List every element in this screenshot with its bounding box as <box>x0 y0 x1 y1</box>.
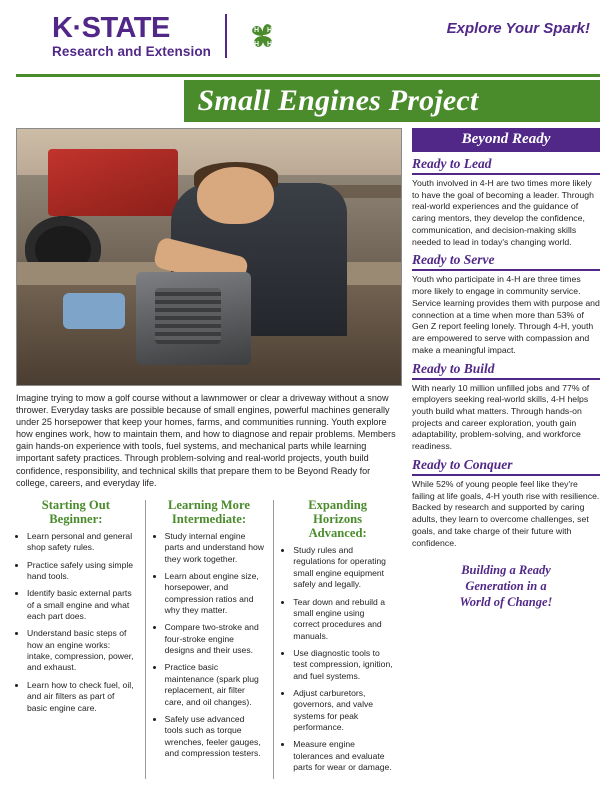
project-photo <box>16 128 402 386</box>
list-item: • Measure engine tolerances and evaluate parts for wear or damage. <box>293 739 393 773</box>
list-item: • Identify basic external parts of a small engine and what each part does. <box>27 588 136 622</box>
svg-text:H: H <box>254 41 260 49</box>
column-beginner-heading-line2: Beginner: <box>49 511 103 526</box>
sidebar-section-body: Youth who participate in 4-H are three times more likely to engage in community service. Service learning provides them with purpose and connection at a time when more than 53% of Gen Z report feeling lonely. Through 4-H, youth are empowered to serve with compassion and make a meaningful impact. <box>412 274 600 355</box>
sidebar <box>412 128 600 779</box>
sidebar-section-heading: Ready to Lead <box>412 156 600 175</box>
column-advanced-heading <box>282 498 393 540</box>
sidebar-section-body: While 52% of young people feel like they're failing at life goals, 4-H youth rise with resilience. Backed by research and supported by caring adults, they learn to overcome challenges, set goals, and take charge of their future with confidence. <box>412 478 600 548</box>
svg-text:H: H <box>254 27 260 35</box>
levels-columns <box>16 498 402 779</box>
closing-line-2: Generation in a <box>465 578 547 593</box>
list-item: • Tear down and rebuild a small engine using correct procedures and manuals. <box>293 597 393 642</box>
column-intermediate <box>145 498 274 779</box>
sidebar-section-ready-to-lead <box>412 156 600 248</box>
tagline: Explore Your Spark! <box>446 20 590 37</box>
column-beginner-list <box>16 531 136 714</box>
title-banner <box>16 80 600 122</box>
kstate-logo <box>52 14 285 59</box>
page-title: Small Engines Project <box>197 84 479 117</box>
column-intermediate-heading-line1: Learning More <box>167 497 250 512</box>
closing-line-3: World of Change! <box>459 594 553 609</box>
list-item: • Use diagnostic tools to test compression, ignition, and fuel systems. <box>293 648 393 682</box>
list-item: • Study rules and regulations for operating small engine equipment safely and legally. <box>293 545 393 590</box>
content-area <box>16 128 600 779</box>
logo-divider <box>225 14 227 58</box>
sidebar-section-body: Youth involved in 4-H are two times more likely to have the goal of becoming a leader. Through real-world experiences and the guidance of caring mentors, they develop the confidence, communication, and decision-making skills needed to lead in today's changing world. <box>412 178 594 247</box>
svg-text:H: H <box>267 41 273 49</box>
column-intermediate-heading <box>154 498 265 526</box>
column-advanced-heading-line1: Expanding Horizons <box>308 497 367 526</box>
column-intermediate-heading-line2: Intermediate: <box>171 511 247 526</box>
closing-line-1: Building a Ready <box>461 563 551 578</box>
kstate-subtitle: Research and Extension <box>52 44 212 59</box>
list-item: • Practice safely using simple hand tools. <box>27 560 136 583</box>
header-rule <box>16 74 600 77</box>
column-advanced-heading-line2: Advanced: <box>308 526 367 541</box>
column-beginner <box>16 498 145 779</box>
kstate-wordmark <box>52 14 211 59</box>
intro-paragraph: Imagine trying to mow a golf course without a lawnmower or clear a driveway without a snow thrower. Everyday tasks are possible because of small engines, powerful machines generally under 25 horsepower that keep your homes, farms, and communities running. Youth explore how engines work, how to maintain them, and how to diagnose and repair problems. Members gain hands-on experience with tools, fuel systems, and mechanical parts while learning important safety practices. Through problem-solving and real-world projects, youth build confidence, responsibility, and technical skills that prepare them to be Beyond Ready for college, careers, and everyday life. <box>16 393 396 488</box>
sidebar-section-ready-to-serve <box>412 252 600 356</box>
list-item: • Compare two-stroke and four-stroke engine designs and their uses. <box>165 622 265 656</box>
column-advanced-list <box>282 545 393 773</box>
sidebar-section-heading: Ready to Build <box>412 361 600 380</box>
sidebar-section-body: With nearly 10 million unfilled jobs and 77% of employers seeking real-world skills, 4-H helps youth build what matters. Through hands-on projects and career exploration, youth gain adaptability, problem-solving, and workforce readiness. <box>412 382 590 452</box>
list-item: • Safely use advanced tools such as torque wrenches, feeler gauges, and compression testers. <box>165 714 265 759</box>
list-item: • Adjust carburetors, governors, and valve systems for peak performance. <box>293 688 393 733</box>
list-item: • Practice basic maintenance (spark plug replacement, air filter care, and oil changes). <box>165 662 265 707</box>
svg-text:H: H <box>267 27 273 35</box>
list-item: • Learn about engine size, horsepower, and compression ratios and why they matter. <box>165 571 265 616</box>
four-leaf-clover-icon <box>241 14 285 58</box>
sidebar-section-ready-to-build <box>412 361 600 453</box>
column-beginner-heading-line1: Starting Out <box>41 497 110 512</box>
kstate-name: K·STATE <box>52 12 170 44</box>
list-item: • Study internal engine parts and understand how they work together. <box>165 531 265 565</box>
list-item: • Understand basic steps of how an engine works: intake, compression, power, and exhaust. <box>27 628 136 673</box>
sidebar-banner: Beyond Ready <box>412 128 600 152</box>
column-intermediate-list <box>154 531 265 759</box>
left-column <box>16 128 412 779</box>
sidebar-closing-statement <box>412 563 600 610</box>
column-beginner-heading <box>16 498 136 526</box>
page-header <box>16 14 600 70</box>
sidebar-section-ready-to-conquer <box>412 457 600 549</box>
column-advanced <box>273 498 402 779</box>
list-item: • Learn personal and general shop safety rules. <box>27 531 136 554</box>
sidebar-section-heading: Ready to Serve <box>412 252 600 271</box>
list-item: • Learn how to check fuel, oil, and air filters as part of basic engine care. <box>27 680 136 714</box>
sidebar-section-heading: Ready to Conquer <box>412 457 600 476</box>
